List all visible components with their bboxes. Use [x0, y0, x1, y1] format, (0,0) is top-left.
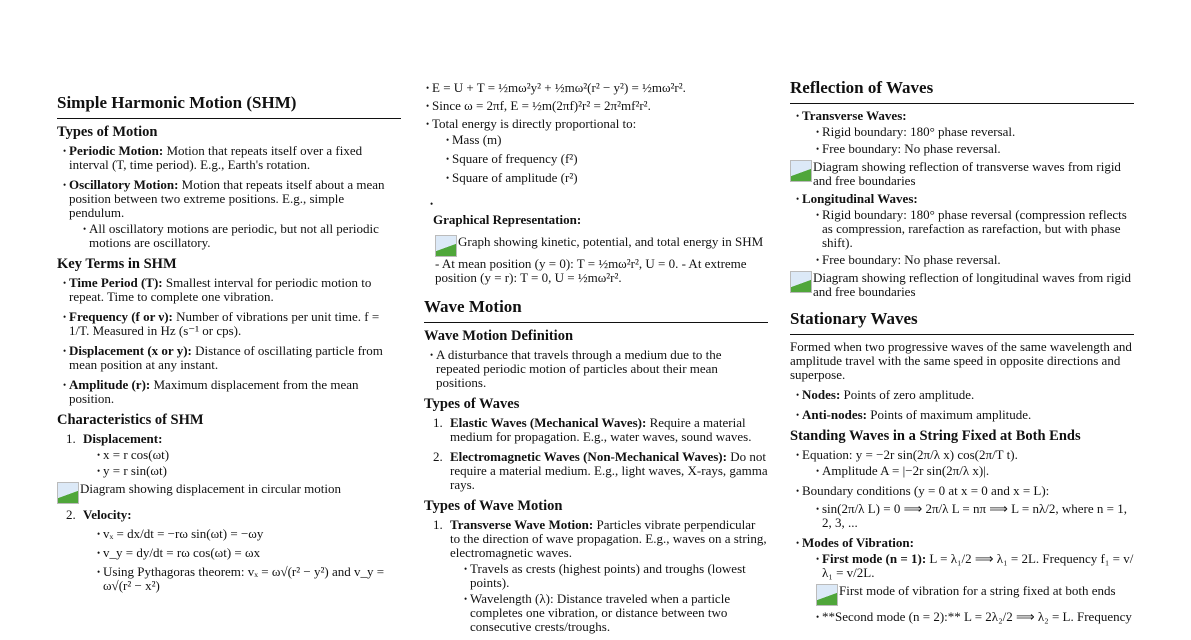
list-item: • Rigid boundary: 180° phase reversal.	[822, 125, 1134, 139]
types-list	[57, 144, 401, 250]
image-placeholder-icon	[57, 482, 79, 504]
broken-image: Diagram showing reflection of longitudinal waves from rigid and free boundaries	[790, 271, 1134, 299]
graph-label: Graphical Representation:	[433, 212, 582, 227]
list-item: 1. Elastic Waves (Mechanical Waves): Require a material medium for propagation. E.g., water waves, sound waves.	[433, 415, 752, 444]
subheading: Wave Motion Definition	[424, 328, 574, 344]
list-item: 2. Velocity: • vₓ = dx/dt = −rω sin(ωt) = −ωy • v_y = dy/dt = rω cos(ωt) = ωx • Using Pythagoras theorem: vₓ = ω√(r² − y²) and v_y = ω√(r² − x²)	[83, 508, 401, 593]
subheading: Types of Wave Motion	[424, 498, 563, 514]
list-item: • Amplitude (r): Maximum displacement from the mean position.	[69, 378, 401, 406]
list-item: • Free boundary: No phase reversal.	[822, 142, 1134, 156]
equation: • Since ω = 2πf, E = ½m(2πf)²r² = 2π²mf²r².	[432, 99, 768, 113]
image-placeholder-icon	[790, 271, 812, 293]
equation: • x = r cos(ωt)	[103, 448, 401, 462]
section-title: Reflection of Waves	[790, 78, 1134, 104]
list-item: • Longitudinal Waves: • Rigid boundary: 180° phase reversal (compression reflects as compression, rarefaction as rarefaction, but with phase shift). • Free boundary: No phase reversal.	[802, 192, 1134, 267]
list-item: • All oscillatory motions are periodic, but not all periodic motions are oscillatory.	[89, 222, 401, 250]
list-item: • Oscillatory Motion: Motion that repeats itself about a mean position between two extreme positions. E.g., simple pendulum. • All oscillatory motions are periodic, but not all periodic motions are oscillatory.	[69, 178, 401, 250]
broken-image: Diagram showing reflection of transverse waves from rigid and free boundaries	[790, 160, 1134, 188]
list-item: • Equation: y = −2r sin(2π/λ x) cos(2π/T t). • Amplitude A = |−2r sin(2π/λ x)|.	[802, 448, 1134, 478]
broken-image: Diagram showing displacement in circular motion	[57, 482, 401, 504]
image-placeholder-icon	[790, 160, 812, 182]
list-item: • Total energy is directly proportional to: • Mass (m) • Square of frequency (f²) • Square of amplitude (r²)	[432, 117, 768, 185]
list-item: 2. Electromagnetic Waves (Non-Mechanical Waves): Do not require a material medium. E.g., light waves, X-rays, gamma rays.	[433, 449, 768, 492]
list-item: • sin(2π/λ L) = 0 ⟹ 2π/λ L = nπ ⟹ L = nλ/2, where n = 1, 2, 3, ...	[822, 502, 1134, 530]
equation: • v_y = dy/dt = rω cos(ωt) = ωx	[103, 546, 401, 560]
list-item: • Free boundary: No phase reversal.	[822, 253, 1134, 267]
column-reflection	[790, 78, 1134, 630]
bullet: •	[430, 199, 434, 209]
list-item: • Modes of Vibration: • First mode (n = 1): L = λ₁/2 ⟹ λ₁ = 2L. Frequency f₁ = v/λ₁ = v/2L. First mode of vibration for a string fixed at both ends • **Second mode (n = 2):** L = 2λ₂/2 ⟹ λ₂ = L. Frequency	[802, 536, 1134, 624]
broken-image: Graph showing kinetic, potential, and total energy in SHM	[435, 235, 768, 257]
list-item: • Nodes: Points of zero amplitude.	[802, 388, 1134, 402]
section-title: Stationary Waves	[790, 309, 1134, 335]
graph-text: - At mean position (y = 0): T = ½mω²r², U = 0. - At extreme position (y = r): T = 0, U = ½mω²r².	[435, 256, 747, 285]
list-item: • Anti-nodes: Points of maximum amplitude.	[802, 408, 1134, 422]
broken-image: First mode of vibration for a string fixed at both ends	[816, 584, 1134, 606]
list-item: • Periodic Motion: Motion that repeats itself over a fixed interval (T, time period). E.g., Earth's rotation.	[69, 144, 401, 172]
subheading: Types of Motion	[57, 124, 158, 140]
list-item: • Square of amplitude (r²)	[452, 171, 768, 185]
list-item: • Amplitude A = |−2r sin(2π/λ x)|.	[822, 464, 1134, 478]
list-item: • Boundary conditions (y = 0 at x = 0 and x = L): • sin(2π/λ L) = 0 ⟹ 2π/λ L = nπ ⟹ L = nλ/2, where n = 1, 2, 3, ...	[802, 484, 1134, 530]
paragraph: Formed when two progressive waves of the same wavelength and amplitude travel with the same speed in opposite directions and superpose.	[790, 339, 1132, 382]
section-title: Wave Motion	[424, 297, 768, 323]
list-item: • Wavelength (λ): Distance traveled when a particle completes one vibration, or distance between two consecutive crests/troughs.	[470, 592, 768, 634]
characteristics-list	[57, 432, 401, 478]
subheading: Standing Waves in a String Fixed at Both Ends	[790, 428, 1081, 444]
list-item: • Time Period (T): Smallest interval for periodic motion to repeat. Time to complete one vibration.	[69, 276, 401, 304]
list-item: • Rigid boundary: 180° phase reversal (compression reflects as compression, rarefaction as rarefaction, but with phase shift).	[822, 208, 1134, 250]
subheading: Characteristics of SHM	[57, 412, 204, 428]
column-waves	[424, 81, 768, 640]
equation: • E = U + T = ½mω²y² + ½mω²(r² − y²) = ½mω²r².	[432, 81, 768, 95]
list-item: • Transverse Waves: • Rigid boundary: 180° phase reversal. • Free boundary: No phase reversal.	[802, 109, 1134, 156]
subheading: Types of Waves	[424, 396, 520, 412]
list-item: • Travels as crests (highest points) and troughs (lowest points).	[470, 562, 768, 590]
list-item: 1. Displacement: • x = r cos(ωt) • y = r sin(ωt)	[83, 432, 401, 478]
list-item: • Mass (m)	[452, 133, 768, 147]
list-item: • A disturbance that travels through a medium due to the repeated periodic motion of particles about their mean positions.	[436, 348, 768, 390]
list-item: • Frequency (f or ν): Number of vibrations per unit time. f = 1/T. Measured in Hz (s⁻¹ or cps).	[69, 310, 401, 338]
terms-list	[57, 276, 401, 406]
section-title: Simple Harmonic Motion (SHM)	[57, 93, 401, 119]
image-placeholder-icon	[435, 235, 457, 257]
equation: • vₓ = dx/dt = −rω sin(ωt) = −ωy	[103, 527, 401, 541]
list-item: • Displacement (x or y): Distance of oscillating particle from mean position at any instant.	[69, 344, 401, 372]
equation: • Using Pythagoras theorem: vₓ = ω√(r² − y²) and v_y = ω√(r² − x²)	[103, 565, 401, 593]
column-shm	[57, 93, 401, 599]
list-item: • Square of frequency (f²)	[452, 152, 768, 166]
equation: • y = r sin(ωt)	[103, 464, 401, 478]
list-item: 1. Transverse Wave Motion: Particles vibrate perpendicular to the direction of wave propagation. E.g., waves on a string, electromagnetic waves. • Travels as crests (highest points) and troughs (lowest points). • Wavelength (λ): Distance traveled when a particle completes one vibration, or distance between two consecutive crests/troughs.	[450, 518, 768, 634]
image-placeholder-icon	[816, 584, 838, 606]
list-item: • First mode (n = 1): L = λ₁/2 ⟹ λ₁ = 2L. Frequency f₁ = v/λ₁ = v/2L. First mode of vibration for a string fixed at both ends	[822, 552, 1134, 606]
list-item: • **Second mode (n = 2):** L = 2λ₂/2 ⟹ λ₂ = L. Frequency	[822, 610, 1134, 624]
subheading: Key Terms in SHM	[57, 256, 177, 272]
